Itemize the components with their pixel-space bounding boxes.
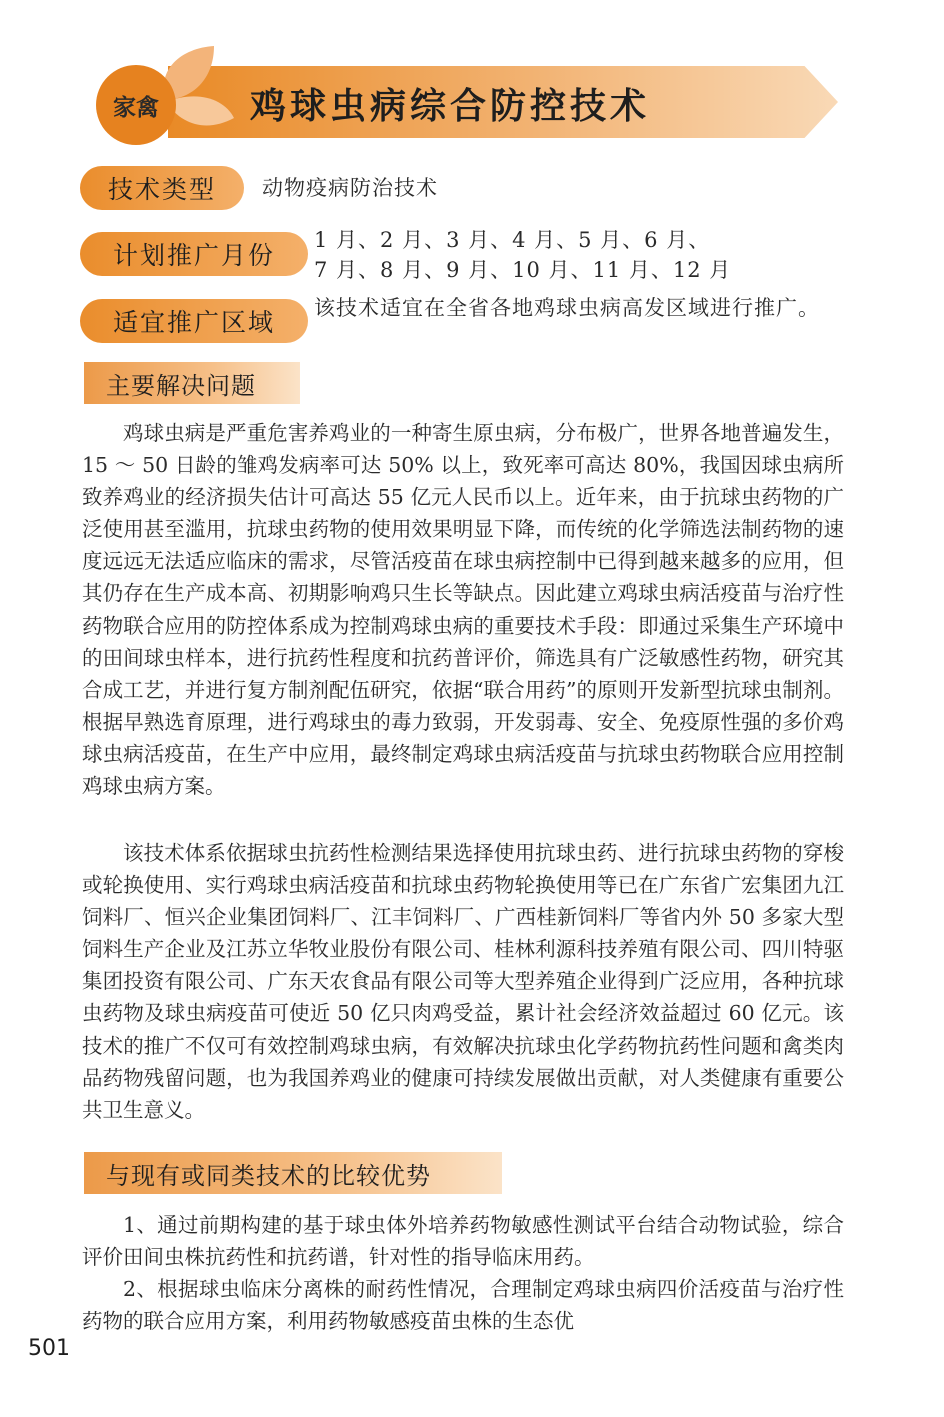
section-title-problem: 主要解决问题 — [84, 362, 300, 404]
category-badge — [96, 65, 176, 145]
months-line-1: 1 月、2 月、3 月、4 月、5 月、6 月、 — [314, 228, 711, 252]
tech-type-label: 技术类型 — [80, 166, 244, 210]
problem-paragraph-2: 该技术体系依据球虫抗药性检测结果选择使用抗球虫药、进行抗球虫药物的穿梭或轮换使用、实行鸡球虫病活疫苗和抗球虫药物轮换使用等已在广东省广宏集团九江饲料厂、恒兴企业集团饲料厂、江丰饲料厂、广西桂新饲料厂等省内外 50 多家大型饲料生产企业及江苏立华牧业股份有限公司、桂林利源科技养殖有限公司、四川特驱集团投资有限公司、广东天农食品有限公司等大型养殖企业得到广泛应用，各种抗球虫药物及球虫病疫苗可使近 50 亿只肉鸡受益，累计社会经济效益超过 60 亿元。该技术的推广不仅可有效控制鸡球虫病，有效解决抗球虫化学药物抗药性问题和禽类肉品药物残留问题，也为我国养鸡业的健康可持续发展做出贡献，对人类健康有重要公共卫生意义。 — [82, 841, 844, 1122]
tech-type-value: 动物疫病防治技术 — [262, 176, 438, 200]
category-label: 家禽 — [113, 94, 159, 121]
page-title: 鸡球虫病综合防控技术 — [250, 85, 651, 127]
page-number: 501 — [28, 1336, 70, 1361]
problem-paragraph-1: 鸡球虫病是严重危害养鸡业的一种寄生原虫病，分布极广，世界各地普遍发生，15 ～ 50 日龄的雏鸡发病率可达 50% 以上，致死率可高达 80%，我国因球虫病所致养鸡业的经济损失估计可高达 55 亿元人民币以上。近年来，由于抗球虫药物的广泛使用甚至滥用，抗球虫药物的使用效果明显下降，而传统的化学筛选法制药物的速度远远无法适应临床的需求，尽管活疫苗在球虫病控制中已得到越来越多的应用，但其仍存在生产成本高、初期影响鸡只生长等缺点。因此建立鸡球虫病活疫苗与治疗性药物联合应用的防控体系成为控制鸡球虫病的重要技术手段：即通过采集生产环境中的田间球虫样本，进行抗药性程度和抗药普评价，筛选具有广泛敏感性药物，研究其合成工艺，并进行复方制剂配伍研究，依据“联合用药”的原则开发新型抗球虫制剂。根据早熟选育原理，进行鸡球虫的毒力致弱，开发弱毒、安全、免疫原性强的多价鸡球虫病活疫苗，在生产中应用，最终制定鸡球虫病活疫苗与抗球虫药物联合应用控制鸡球虫病方案。 — [82, 421, 844, 799]
section-title-advantage: 与现有或同类技术的比较优势 — [84, 1152, 502, 1194]
region-label: 适宜推广区域 — [80, 299, 308, 343]
advantage-paragraph-1: 1、通过前期构建的基于球虫体外培养药物敏感性测试平台结合动物试验，综合评价田间虫株抗药性和抗药谱，针对性的指导临床用药。 — [82, 1213, 844, 1270]
region-value: 该技术适宜在全省各地鸡球虫病高发区域进行推广。 — [314, 296, 820, 320]
months-line-2: 7 月、8 月、9 月、10 月、11 月、12 月 — [314, 258, 732, 282]
months-label: 计划推广月份 — [80, 232, 308, 276]
advantage-paragraph-2: 2、根据球虫临床分离株的耐药性情况，合理制定鸡球虫病四价活疫苗与治疗性药物的联合应用方案，利用药物敏感疫苗虫株的生态优 — [82, 1277, 844, 1334]
